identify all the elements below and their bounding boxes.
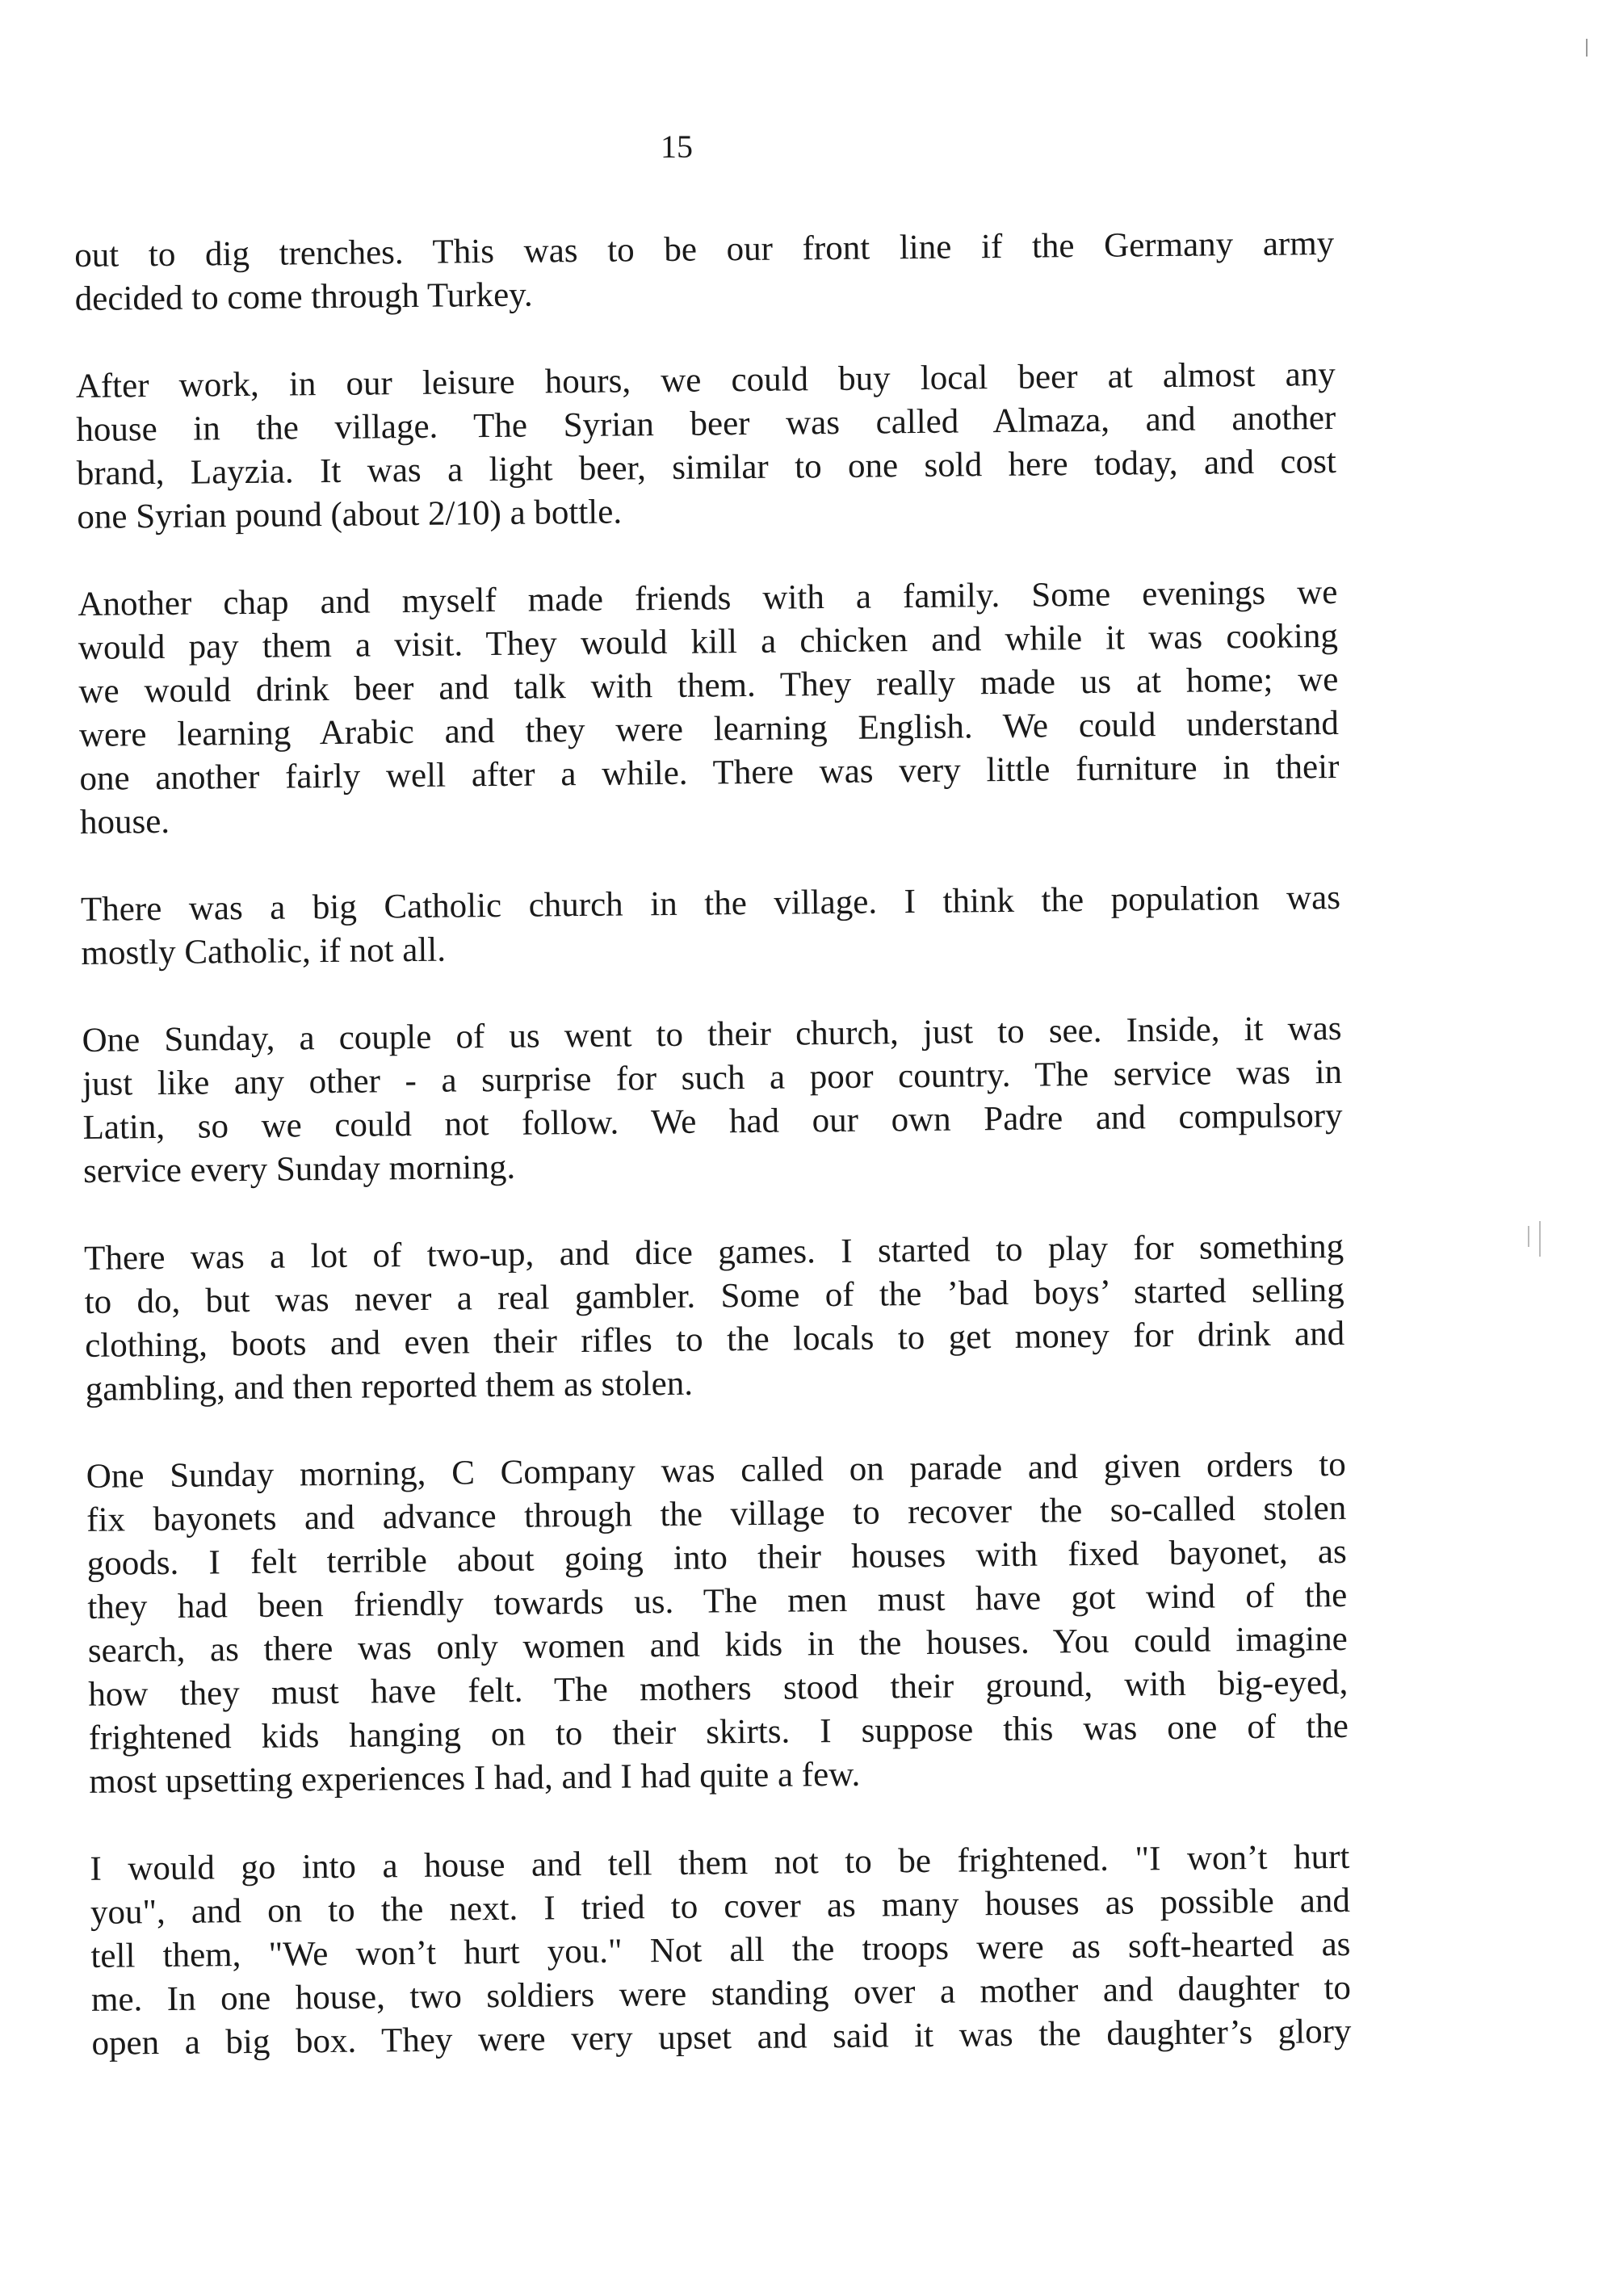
paragraph [90,1836,1352,2066]
text-line: tell them, "We won’t hurt you." Not all the troops were as soft-hearted as [90,1925,1351,1975]
text-line: mostly Catholic, if not all. [81,930,447,972]
text-line: service every Sunday morning. [82,1148,516,1190]
text-line: gambling, and then reported them as stolen. [85,1364,694,1408]
text-line: clothing, boots and even their rifles to the locals to get money for drink and [84,1314,1345,1365]
text-line: we would drink beer and talk with them. They really made us at home; we [78,661,1339,711]
text-line: were learning Arabic and they were learning English. We could understand [78,703,1340,754]
scan-artifact-mark [1539,1221,1541,1257]
text-line: house in the village. The Syrian beer was called Almaza, and another [76,399,1336,449]
text-line: frightened kids hanging on to their skirts. I suppose this was one of the [88,1706,1349,1757]
scan-artifact-mark [1528,1226,1529,1247]
paragraph [84,1225,1345,1412]
text-line: me. In one house, two soldiers were standing over a mother and daughter to [90,1968,1352,2019]
page-number: 15 [661,128,693,165]
text-line: goods. I felt terrible about going into their houses with fixed bayonet, as [86,1532,1347,1583]
text-line: you", and on to the next. I tried to cover as many houses as possible and [90,1881,1351,1932]
paragraph [86,1443,1349,1804]
text-line: open a big box. They were very upset and said it was the daughter’s glory [91,2012,1352,2063]
text-line: out to dig trenches. This was to be our front line if the Germany army [74,225,1335,275]
paragraph [78,571,1340,845]
text-line: One Sunday morning, C Company was called on parade and given orders to [86,1445,1346,1496]
text-line: decided to come through Turkey. [74,275,533,318]
text-line: just like any other - a surprise for such a poor country. The service was in [82,1052,1343,1103]
paragraph [81,876,1341,976]
text-line: One Sunday, a couple of us went to their church, just to see. Inside, it was [82,1009,1342,1060]
paragraph [74,222,1335,321]
text-line: fix bayonets and advance through the village to recover the so-called stolen [86,1488,1347,1539]
text-line: Latin, so we could not follow. We had our own Padre and compulsory [82,1096,1343,1147]
text-line: they had been friendly towards us. The men must have got wind of the [87,1576,1348,1627]
text-line: brand, Layzia. It was a light beer, similar to one sold here today, and cost [76,443,1336,493]
paragraph [82,1007,1343,1194]
text-line: would pay them a visit. They would kill a chicken and while it was cooking [78,617,1339,667]
text-line: house. [79,802,170,842]
text-line: After work, in our leisure hours, we could buy local beer at almost any [75,355,1336,405]
text-line: I would go into a house and tell them not to be frightened. "I won’t hurt [90,1837,1350,1888]
scan-artifact-mark [1586,39,1588,57]
text-line: how they must have felt. The mothers stood their ground, with big-eyed, [88,1663,1349,1714]
text-line: most upsetting experiences I had, and I had quite a few. [89,1755,861,1801]
text-line: one Syrian pound (about 2/10) a bottle. [77,493,623,536]
body-text [74,222,1352,2109]
text-line: There was a lot of two-up, and dice games. I started to play for something [83,1227,1344,1278]
text-line: to do, but was never a real gambler. Some of the ’bad boys’ started selling [84,1270,1344,1321]
text-line: There was a big Catholic church in the village. I think the population was [80,878,1341,929]
text-line: one another fairly well after a while. There was very little furniture in their [79,747,1340,798]
text-line: search, as there was only women and kids in the houses. You could imagine [87,1619,1348,1670]
text-line: Another chap and myself made friends with a family. Some evenings we [78,573,1338,623]
paragraph [76,353,1337,539]
